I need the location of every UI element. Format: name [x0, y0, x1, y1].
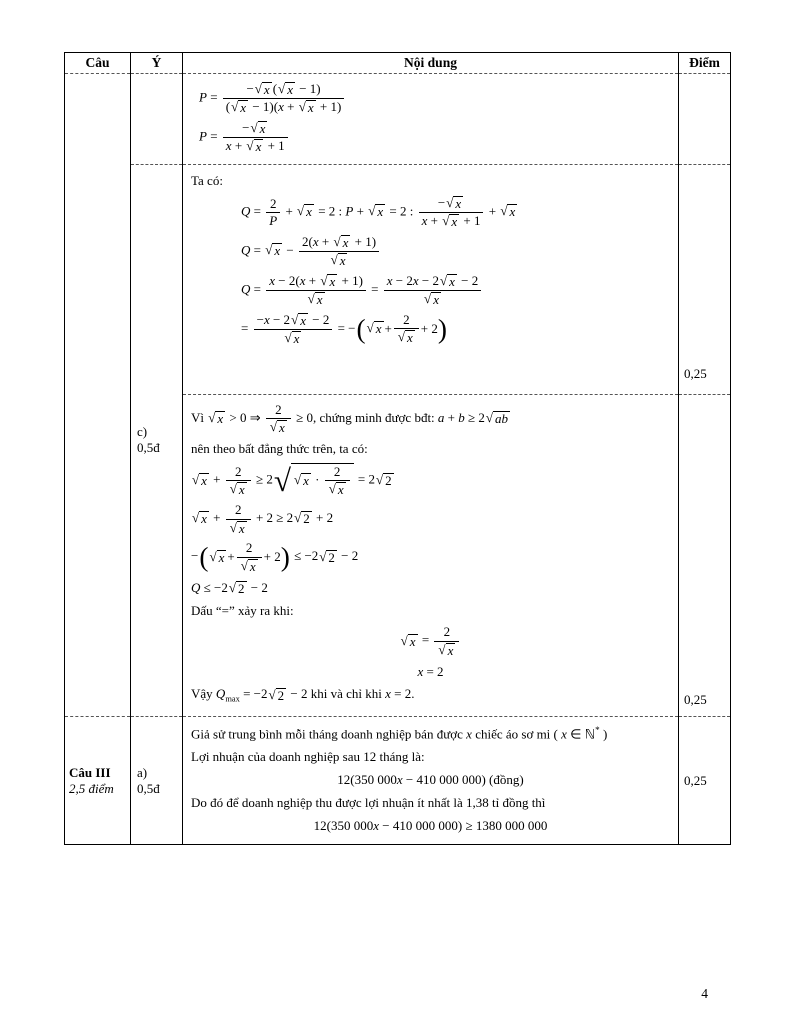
part-score: 0,5đ [137, 780, 160, 796]
formula-line: x = 2 [417, 663, 444, 679]
formula-line: 12(350 000x − 410 000 000) ≥ 1380 000 000 [313, 817, 548, 833]
score-cell [679, 394, 731, 716]
formula-line: 12(350 000x − 410 000 000) (đồng) [337, 771, 524, 787]
part-score: 0,5đ [137, 440, 160, 456]
table-row [65, 164, 731, 394]
score-cell [679, 164, 731, 394]
formula-line: √ x + 2 √ x ≥ 2 √ √ x · 2 √ x = 2 √ 2 [192, 462, 392, 498]
formula-line: Giả sử trung bình mỗi tháng doanh nghiệp bán được x chiếc áo sơ mi ( x ∈ ℕ* ) [191, 724, 608, 742]
y-cell-c [131, 164, 183, 716]
formula-line: Dấu “=” xảy ra khi: [191, 602, 294, 618]
formula-line: Do đó để doanh nghiệp thu được lợi nhuận ít nhất là 1,38 tỉ đồng thì [191, 794, 546, 810]
formula-line: P = − √ x x + √ x + 1 [191, 120, 670, 155]
formula-line: Ta có: [191, 172, 223, 188]
formula-line: − ( √ x + 2 √ x + 2 ) ≤ −2 √ 2 − 2 [191, 540, 359, 574]
part-label: a) [137, 764, 148, 780]
formula-line: nên theo bất đẳng thức trên, ta có: [191, 441, 368, 457]
content-cell-q-maximum [183, 394, 679, 716]
content-cell-p-simplification [183, 74, 679, 165]
page-number: 4 [701, 986, 708, 1001]
table-row [65, 716, 731, 845]
formula-line: Q = $\frac{2}{P}$ + √ x = 2 : P + √ x = 2 : − √ x x + √ x + 1 + √ x [241, 194, 516, 229]
header-diem: Điểm [679, 53, 731, 74]
header-noidung: Nội dung [183, 53, 679, 74]
formula-line: P = − √ x ( √ x − 1) ( √ x − 1)(x + √ x + 1) [191, 81, 670, 116]
formula-line: √ x = 2 √ x [191, 624, 670, 658]
question-label: Câu III [69, 764, 111, 780]
score-value: 0,25 [684, 772, 707, 788]
formula-line: Vậy $Q_{max} = -2$ √ 2 − 2 khi và chỉ khi x = 2. [191, 686, 415, 705]
content-cell-word-problem [183, 716, 679, 845]
formula-line: = −x − 2 √ x − 2 √ x = − ( √ x + 2 √ x + 2 ) [241, 311, 447, 346]
score-cell-empty [679, 74, 731, 165]
formula-line: Q = x − 2(x + √ x + 1) √ x = x − 2x − 2 √ x − 2 √ x [191, 273, 670, 308]
score-value: 0,25 [684, 365, 707, 381]
formula-line: √ x + 2 √ x + 2 ≥ 2 √ 2 + 2 [192, 502, 334, 536]
y-cell-a [131, 716, 183, 845]
header-y: Ý [131, 53, 183, 74]
y-cell-empty [131, 74, 183, 165]
score-value: 0,25 [684, 691, 707, 707]
question-total-score: 2,5 điểm [69, 780, 114, 796]
part-label: c) [137, 424, 148, 440]
formula-line: Lợi nhuận của doanh nghiệp sau 12 tháng là: [191, 749, 425, 765]
cau-cell-empty [65, 74, 131, 717]
table-row [65, 74, 731, 165]
header-cau: Câu [65, 53, 131, 74]
answer-key-table [64, 52, 731, 845]
cau-cell-cau3 [65, 716, 131, 845]
formula-line: Q ≤ −2 √ 2 − 2 [191, 579, 268, 596]
content-cell-q-derivation [183, 164, 679, 394]
score-cell [679, 716, 731, 845]
formula-line: Vì √ x > 0 ⇒ 2 √ x ≥ 0, chứng minh được bđt: a + b ≥ 2 √ ab [191, 401, 509, 436]
formula-line: Q = √ x − 2(x + √ x + 1) √ x [191, 234, 670, 269]
table-header-row [65, 53, 731, 74]
